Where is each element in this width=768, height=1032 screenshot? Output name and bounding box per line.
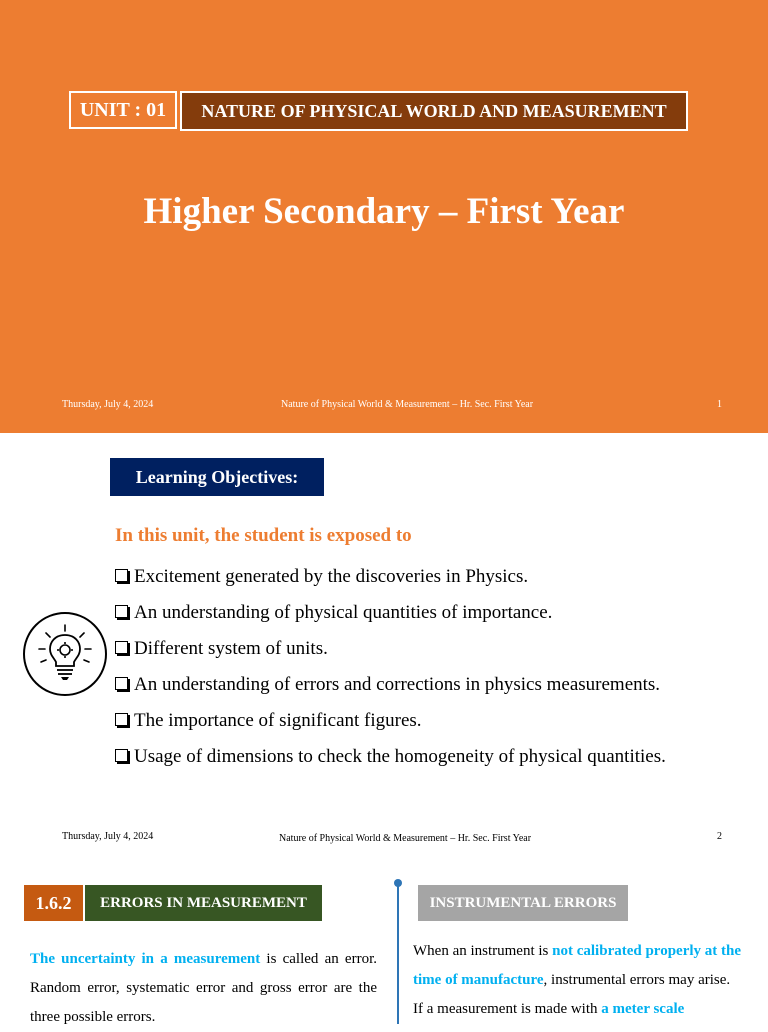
checkbox-icon: [115, 605, 128, 618]
objectives-list: [115, 559, 666, 775]
objective-item: Different system of units.: [115, 631, 666, 667]
checkbox-icon: [115, 713, 128, 726]
objective-item: Usage of dimensions to check the homogeneity of physical quantities.: [115, 739, 666, 775]
instrumental-errors-text: When an instrument is not calibrated properly at the time of manufacture, instrumental errors may arise. If a measurement is made with a meter scale: [413, 943, 742, 1017]
errors-slide: [0, 863, 768, 1024]
objective-item: Excitement generated by the discoveries in Physics.: [115, 559, 666, 595]
checkbox-icon: [115, 569, 128, 582]
section-number: 1.6.2: [24, 885, 83, 921]
objective-item: An understanding of errors and corrections in physics measurements.: [115, 667, 666, 703]
footer-title: Nature of Physical World & Measurement – Hr. Sec. First Year: [279, 833, 532, 844]
slide-title: Higher Secondary – First Year: [143, 191, 625, 232]
objectives-slide: [0, 433, 768, 863]
objective-item: The importance of significant figures.: [115, 703, 666, 739]
objective-item: An understanding of physical quantities of importance.: [115, 595, 666, 631]
objectives-intro: In this unit, the student is exposed to: [115, 525, 412, 546]
checkbox-icon: [115, 749, 128, 762]
instrumental-errors-heading: INSTRUMENTAL ERRORS: [418, 885, 628, 921]
checkbox-icon: [115, 641, 128, 654]
footer-date: Thursday, July 4, 2024: [62, 831, 154, 842]
highlight-text: The uncertainty in a measurement: [30, 951, 261, 967]
section-title: ERRORS IN MEASUREMENT: [85, 885, 322, 921]
highlight-text: a meter scale: [601, 1001, 685, 1017]
error-definition: The uncertainty in a measurement is called an error. Random error, systematic error and gross error are the three possible errors.: [30, 951, 377, 1025]
footer-date: Thursday, July 4, 2024: [62, 399, 154, 410]
objectives-heading: Learning Objectives:: [110, 458, 324, 496]
lightbulb-icon: [22, 611, 108, 697]
unit-label: UNIT : 01: [69, 91, 177, 129]
footer-page-number: 2: [717, 831, 722, 842]
title-slide: [0, 0, 768, 433]
footer-title: Nature of Physical World & Measurement – Hr. Sec. First Year: [281, 399, 534, 410]
column-divider: [397, 883, 399, 1024]
highlight-text: not calibrated properly at the time of manufacture: [413, 943, 742, 988]
checkbox-icon: [115, 677, 128, 690]
unit-title: NATURE OF PHYSICAL WORLD AND MEASUREMENT: [180, 91, 688, 131]
divider-dot: [394, 879, 402, 887]
footer-page-number: 1: [717, 399, 722, 410]
